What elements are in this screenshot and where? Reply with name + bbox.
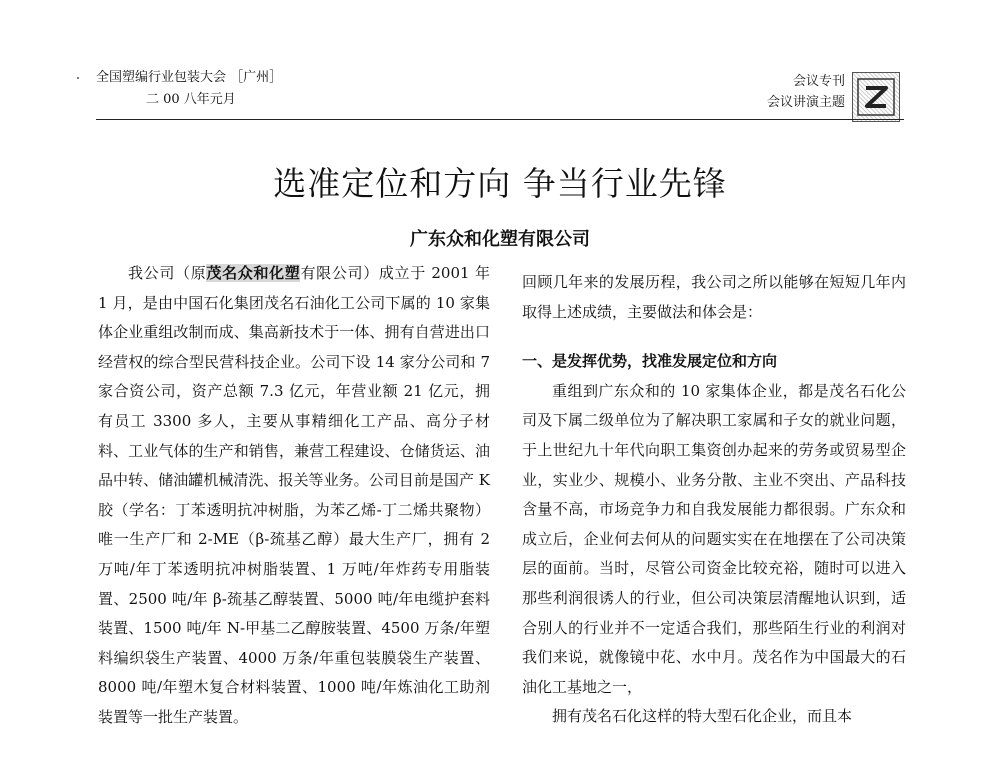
section-logo-icon [852,72,900,122]
header-date: 二 00 八年元月 [146,92,236,107]
intro-text-before: 我公司（原 [128,264,207,282]
paragraph-continued: 拥有茂名石化这样的特大型石化企业，而且本 [552,707,853,726]
highlighted-former-name: 茂名众和化塑 [206,264,301,282]
section-heading-1: 一、是发挥优势，找准发展定位和方向 [522,352,778,371]
article-title: 选准定位和方向 争当行业先锋 [273,164,727,203]
paragraph-intro [98,259,490,733]
intro-text-after: 有限公司）成立于 2001 年 1 月，是由中国石化集团茂名石油化工公司下属的 10 家集体企业重组改制而成、集高新技术于一体、拥有自营进出口经营权的综合型民营科技企业。公司下设 14 家分公司和 7 家合资公司，资产总额 7.3 亿元，年营业额 21 亿元，拥有员工 3300 多人，主要从事精细化工产品、高分子材料、工业气体的生产和销售，兼营工程建设、仓储货运、油品中转、储油罐机械清洗、报关等业务。公司目前是国产 K 胶（学名：丁苯透明抗冲树脂，为苯乙烯-丁二烯共聚物）唯一生产厂和 2-ME（β-巯基乙醇）最大生产厂，拥有 2 万吨/年丁苯透明抗冲树脂装置、1 万吨/年炸药专用脂装置、2500 吨/年 β-巯基乙醇装置、5000 吨/年电缆护套料装置、1500 吨/年 N-甲基二乙醇胺装置、4500 万条/年塑料编织袋生产装置、4000 万条/年重包装膜袋生产装置、8000 吨/年塑木复合材料装置、1000 吨/年炼油化工助剂装置等一批生产装置。 [98,264,490,726]
header-divider [96,119,904,120]
header-special-issue: 会议专刊 [792,74,845,89]
company-name: 广东众和化塑有限公司 [410,229,590,250]
paragraph-review: 回顾几年来的发展历程，我公司之所以能够在短短几年内取得上述成绩，主要做法和体会是： [522,273,906,321]
left-column [98,259,490,733]
header-topic-label: 会议讲演主题 [766,95,845,110]
right-column [522,268,906,732]
scan-speck [77,77,79,79]
paragraph-section1: 重组到广东众和的 10 家集体企业，都是茂名石化公司及下属二级单位为了解决职工家属和子女的就业问题，于上世纪九十年代向职工集资创办起来的劳务或贸易型企业，实业少、规模小、业务分散、主业不突出、产品科技含量不高，市场竞争力和自我发展能力都很弱。广东众和成立后，企业何去何从的问题实实在在地摆在了公司决策层的面前。当时，尽管公司资金比较充裕，随时可以进入那些利润很诱人的行业，但公司决策层清醒地认识到，适合别人的行业并不一定适合我们，那些陌生行业的利润对我们来说，就像镜中花、水中月。茂名作为中国最大的石油化工基地之一， [522,381,906,696]
logo-glyph-icon [857,78,895,116]
header-event-title: 全国塑编行业包装大会 ［广州］ [96,70,283,85]
